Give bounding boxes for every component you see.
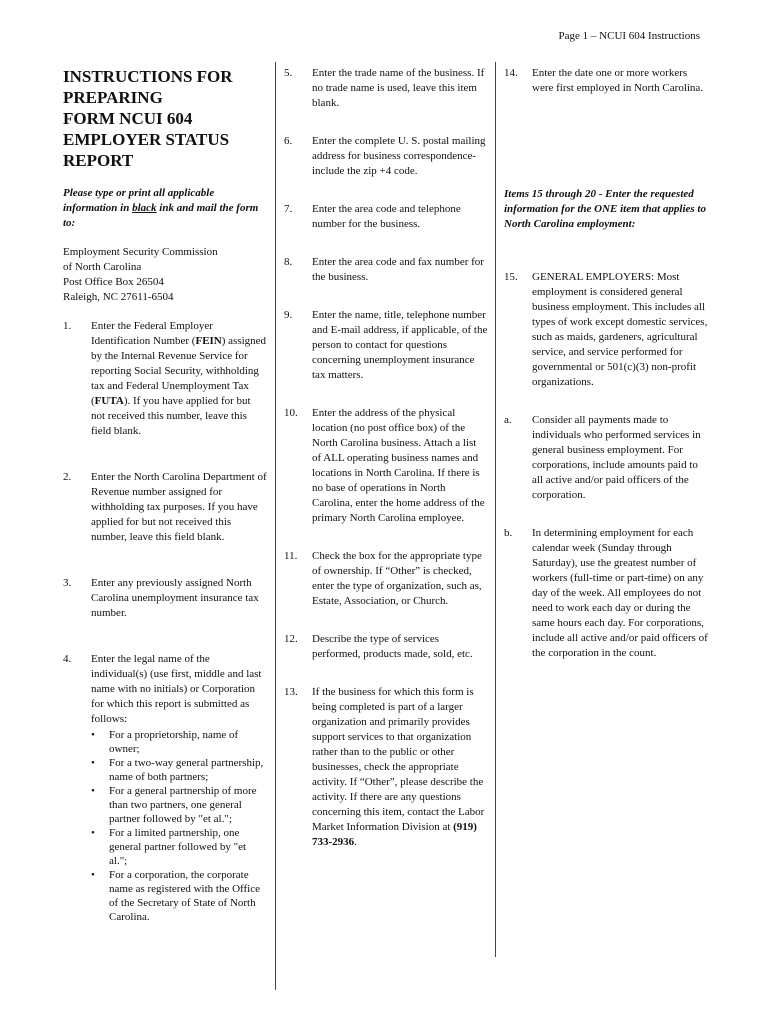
item-number: 3.: [63, 577, 72, 589]
item-number: 12.: [284, 633, 298, 645]
instruction-item-4: [63, 652, 267, 924]
instruction-item-14: [504, 66, 710, 96]
instruction-item-15b: [504, 526, 710, 661]
item-text: In determining employment for each calendar week (Sunday through Saturday), use the greatest number of workers (full-time or part-time) on any day of the week. All employees do not need to work each day or during the same hours each day. For corporations, include all active and/or paid officers of the corporation in the count.: [532, 527, 708, 659]
items-15-20-note: Items 15 through 20 - Enter the requested information for the ONE item that applies to North Carolina employment:: [504, 188, 706, 230]
mailing-address: [63, 245, 267, 305]
list-item: • For a two-way general partnership, name of both partners;: [91, 757, 264, 783]
phone-number: (919) 733-2936: [312, 821, 477, 848]
address-line: Post Office Box 26504: [63, 276, 164, 288]
instruction-item-12: [284, 632, 488, 662]
instruction-item-7: [284, 202, 488, 232]
bullet-icon: •: [91, 757, 95, 769]
instruction-item-5: [284, 66, 488, 111]
bullet-icon: •: [91, 827, 95, 839]
item-text: Enter the date one or more workers were first employed in North Carolina.: [532, 67, 704, 94]
item-number: 10.: [284, 407, 298, 419]
list-item: • For a proprietorship, name of owner;: [91, 729, 239, 755]
bullet-icon: •: [91, 729, 95, 741]
item-number: 6.: [284, 135, 293, 147]
column-divider-left: [275, 62, 276, 990]
item-text: Consider all payments made to individuals who performed services in general business employment. For corporations, include amounts paid to all active and/or paid officers of the corporation.: [532, 414, 701, 501]
item-text: Describe the type of services performed, products made, sold, etc.: [312, 633, 473, 660]
instruction-item-3: [63, 576, 267, 621]
item-text: GENERAL EMPLOYERS: Most employment is considered general business employment. This includes all types of work except domestic services, such as maids, gardeners, agricultural service, and service performed for governmental or 501(c)(3) non-profit organizations.: [532, 271, 708, 388]
item-number: 5.: [284, 67, 293, 79]
item-text: [91, 652, 267, 924]
list-item: • For a corporation, the corporate name as registered with the Office of the Secretary of State of North Carolina.: [91, 869, 260, 923]
column-divider-right: [495, 62, 496, 957]
instruction-item-6: [284, 134, 488, 179]
instruction-item-1: [63, 319, 267, 439]
item-letter: a.: [504, 414, 512, 426]
instruction-item-8: [284, 255, 488, 285]
bullet-icon: •: [91, 785, 95, 797]
intro-text: Please type or print all applicable information in: [63, 187, 215, 214]
item-number: 2.: [63, 471, 72, 483]
item-text: Enter the trade name of the business. If no trade name is used, leave this item blank.: [312, 67, 485, 109]
bullet-icon: •: [91, 869, 95, 881]
item-number: 13.: [284, 686, 298, 698]
item-number: 7.: [284, 203, 293, 215]
left-column: [63, 66, 267, 924]
title-line: EMPLOYER STATUS: [63, 130, 230, 149]
instruction-item-9: [284, 308, 488, 383]
item-number: 4.: [63, 653, 72, 665]
item-text: Enter the name, title, telephone number and E-mail address, if applicable, of the person to contact for questions concerning unemployment insurance tax matters.: [312, 309, 488, 381]
item-number: 1.: [63, 320, 72, 332]
item-text: Enter the area code and telephone number for the business.: [312, 203, 461, 230]
address-line: Employment Security Commission: [63, 246, 218, 258]
instruction-item-13: [284, 685, 488, 850]
middle-column: [284, 66, 488, 850]
item-text: Enter the complete U. S. postal mailing address for business correspondence-include the zip +4 code.: [312, 135, 486, 177]
list-item: • For a general partnership of more than two partners, one general partner followed by "et al.";: [91, 785, 257, 825]
title-line: INSTRUCTIONS FOR: [63, 67, 233, 86]
item-text: Enter the area code and fax number for the business.: [312, 256, 484, 283]
item-number: 11.: [284, 550, 298, 562]
title-line: REPORT: [63, 151, 134, 170]
address-line: of North Carolina: [63, 261, 142, 273]
ownership-name-list: [91, 728, 267, 924]
item-text: Check the box for the appropriate type of ownership. If “Other” is checked, enter the type of organization, such as, Estate, Association, or Church.: [312, 550, 482, 607]
page-header: Page 1 – NCUI 604 Instructions: [558, 30, 700, 42]
item-4-text: Enter the legal name of the individual(s) (use first, middle and last name with no initials) or Corporation for which this report is submitted as follows:: [91, 653, 262, 725]
item-number: 9.: [284, 309, 293, 321]
title-line: PREPARING: [63, 88, 163, 107]
instruction-item-10: [284, 406, 488, 526]
list-item: • For a limited partnership, one general partner followed by "et al.";: [91, 827, 247, 867]
title-line: FORM NCUI 604: [63, 109, 193, 128]
item-text: If the business for which this form is being completed is part of a larger organization and primarily provides support services to that organization rather than to the public or other businesses, check the appropriate activity. If “Other”, please describe the activity. If there are any questions concerning this item, contact the Labor Market Information Division at (919) 733-2936.: [312, 686, 485, 848]
item-text: Enter the Federal Employer Identification Number (FEIN) assigned by the Internal Revenue Service for reporting Social Security, withholding tax and Federal Unemployment Tax (FUTA). If you have applied for but not received this number, leave this field blank.: [91, 320, 267, 437]
item-number: 14.: [504, 67, 518, 79]
item-letter: b.: [504, 527, 513, 539]
address-line: Raleigh, NC 27611-6504: [63, 291, 174, 303]
item-text: Enter the address of the physical location (no post office box) of the North Carolina business. Attach a list of ALL operating business names and locations in North Carolina. If there is no base of operations in North Carolina, enter the home address of the primary North Carolina employee.: [312, 407, 485, 524]
instruction-item-15a: [504, 413, 710, 503]
document-title: [63, 66, 267, 171]
intro-text-end: ink and mail the form to:: [63, 202, 259, 229]
instruction-item-2: [63, 470, 267, 545]
item-number: 8.: [284, 256, 293, 268]
mailing-instructions: [63, 186, 267, 231]
instruction-item-15: [504, 270, 710, 390]
item-text: Enter the North Carolina Department of Revenue number assigned for withholding tax purposes. If you have applied for but not received this number, leave this field blank.: [91, 471, 267, 543]
item-text: Enter any previously assigned North Carolina unemployment insurance tax number.: [91, 577, 259, 619]
item-number: 15.: [504, 271, 518, 283]
right-column: [504, 66, 710, 661]
intro-underlined: black: [132, 202, 157, 214]
instruction-item-11: [284, 549, 488, 609]
